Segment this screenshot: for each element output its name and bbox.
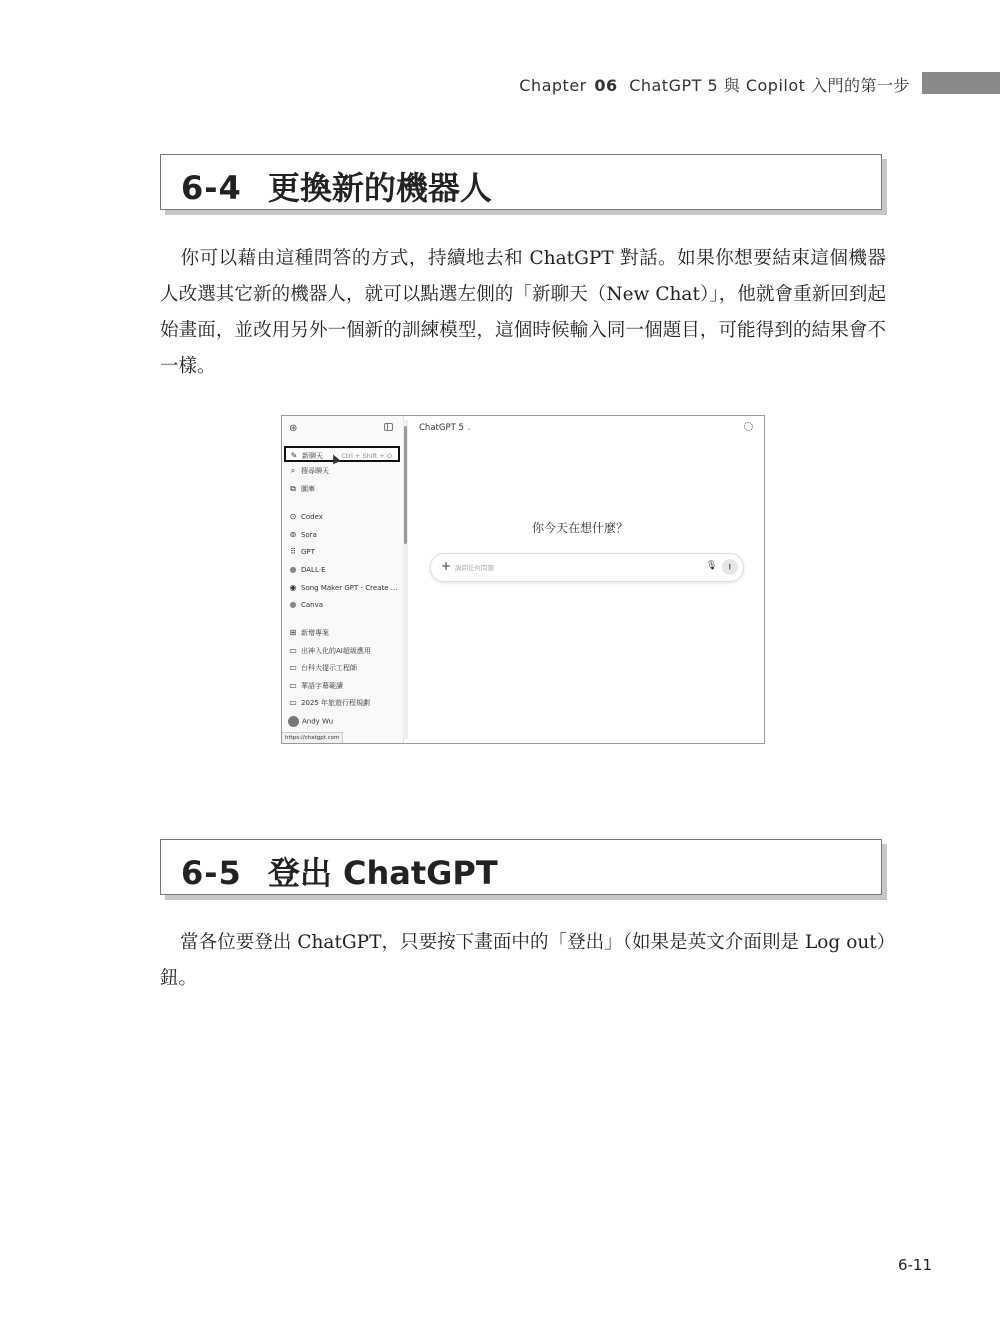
section-title: 登出 ChatGPT <box>267 854 498 892</box>
chevron-down-icon: ⌄ <box>466 425 472 432</box>
sidebar-item-project[interactable]: ▭ 台科大提示工程師 <box>288 660 398 675</box>
sidebar-item-search-chats[interactable]: ⌕ 搜尋聊天 <box>288 463 398 478</box>
scroll-thumb[interactable] <box>404 426 407 544</box>
canva-avatar-icon: ● <box>289 600 297 609</box>
sidebar <box>282 416 404 743</box>
plus-icon[interactable]: + <box>441 559 452 573</box>
sidebar-item-dalle[interactable]: ● DALL·E <box>288 562 398 577</box>
page-number: 6-11 <box>897 1256 932 1274</box>
sidebar-item-new-project[interactable]: ⊞ 新增專案 <box>288 625 398 640</box>
sidebar-item-codex[interactable]: ⊙ Codex <box>288 509 398 524</box>
shortcut-hint: Ctrl + Shift + O <box>341 452 392 460</box>
avatar <box>288 716 299 727</box>
new-folder-icon: ⊞ <box>289 628 297 637</box>
sidebar-item-canva[interactable]: ● Canva <box>288 597 398 612</box>
temporary-chat-icon[interactable] <box>744 422 753 431</box>
folder-icon: ▭ <box>289 698 297 707</box>
folder-icon: ▭ <box>289 646 297 655</box>
sidebar-item-library[interactable]: ⧉ 圖庫 <box>288 481 398 496</box>
section-heading-6-4 <box>160 154 882 210</box>
chapter-number: 06 <box>594 76 618 95</box>
sidebar-item-project[interactable]: ▭ 華語字幕範讀 <box>288 678 398 693</box>
user-profile[interactable] <box>288 716 333 727</box>
dalle-avatar-icon: ● <box>289 565 297 574</box>
edit-icon: ✎ <box>290 451 298 460</box>
section-heading-6-5 <box>160 839 882 895</box>
openai-logo-icon[interactable]: ⊛ <box>289 423 298 434</box>
microphone-icon[interactable]: 🎙 <box>706 561 718 571</box>
sidebar-item-project[interactable]: ▭ 2025 年旅遊行程規劃 <box>288 695 398 710</box>
sidebar-item-gpt[interactable]: ⠿ GPT <box>288 544 398 559</box>
section-6-4-paragraph: 你可以藉由這種問答的方式，持續地去和 ChatGPT 對話。如果你想要結束這個機器人改選其它新的機器人，就可以點選左側的「新聊天（New Chat）」，他就會重新回到起始畫面，並改用另外一個新的訓練模型，這個時候輸入同一個題目，可能得到的結果會不一樣。 <box>160 248 886 377</box>
codex-icon: ⊙ <box>289 512 297 521</box>
prompt-input[interactable]: 詢問任何問題 <box>455 564 494 572</box>
sidebar-scrollbar[interactable] <box>403 420 408 739</box>
section-title: 更換新的機器人 <box>267 169 492 207</box>
status-url: https://chatgpt.com <box>282 732 343 744</box>
sora-icon: ⊚ <box>289 530 297 539</box>
sidebar-item-project[interactable]: ▭ 出神入化的AI超級應用 <box>288 643 398 658</box>
folder-icon: ▭ <box>289 681 297 690</box>
composer[interactable] <box>430 553 744 582</box>
sidebar-toggle-icon[interactable] <box>384 423 393 431</box>
sidebar-item-song-maker[interactable]: ◉ Song Maker GPT - Create ... <box>288 580 398 595</box>
search-icon: ⌕ <box>290 466 296 475</box>
chatgpt-screenshot <box>281 415 765 744</box>
user-name: Andy Wu <box>302 717 334 726</box>
song-maker-icon: ◉ <box>289 583 297 592</box>
header-bar <box>922 72 1000 94</box>
sidebar-item-new-chat[interactable]: ✎ 新聊天 Ctrl + Shift + O <box>284 446 400 462</box>
sidebar-item-sora[interactable]: ⊚ Sora <box>288 527 398 542</box>
folder-icon: ▭ <box>289 663 297 672</box>
section-number: 6-4 <box>181 169 242 207</box>
grid-icon: ⠿ <box>290 547 296 556</box>
model-selector[interactable]: ChatGPT 5 ⌄ <box>419 423 472 433</box>
section-6-5-paragraph: 當各位要登出 ChatGPT，只要按下畫面中的「登出」（如果是英文介面則是 Log out）鈕。 <box>160 932 886 989</box>
voice-mode-icon[interactable]: 𝄃 <box>722 559 738 575</box>
library-icon: ⧉ <box>290 484 296 493</box>
chapter-title: ChatGPT 5 與 Copilot 入門的第一步 <box>629 76 910 95</box>
greeting-text: 你今天在想什麼？ <box>532 521 629 535</box>
chapter-header <box>519 73 910 96</box>
section-number: 6-5 <box>181 854 242 892</box>
chapter-label: Chapter <box>519 76 587 95</box>
